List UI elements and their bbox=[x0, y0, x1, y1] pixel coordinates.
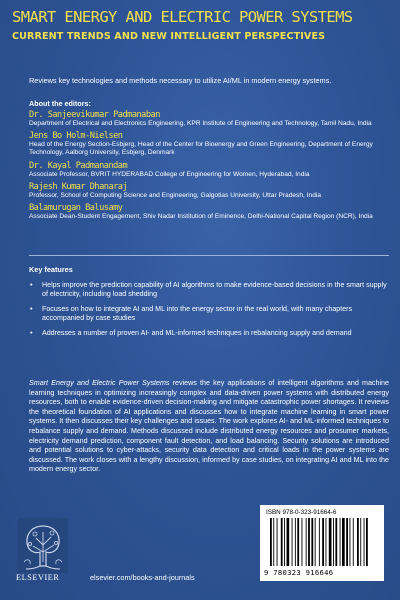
feature-text: Focuses on how to integrate AI and ML into the energy sector in the real world, with many chapters accompanied by case studies bbox=[42, 304, 353, 322]
editor-name: Dr. Sanjeevikumar Padmanaban bbox=[29, 110, 160, 120]
bullet-icon: • bbox=[30, 303, 33, 313]
book-title: SMART ENERGY AND ELECTRIC POWER SYSTEMS bbox=[12, 8, 353, 26]
editor-name: Jens Bo Holm-Nielsen bbox=[29, 131, 123, 142]
editor-affiliation: Associate Dean-Student Engagement, Shiv Nadar Institution of Eminence, Delhi-National Capital Region (NCR), India bbox=[29, 213, 373, 221]
editors-heading: About the editors: bbox=[29, 99, 91, 108]
publisher-name: ELSEVIER bbox=[16, 573, 60, 582]
editor-entry bbox=[29, 182, 391, 200]
isbn-barcode-box bbox=[260, 505, 384, 581]
isbn-text: ISBN 978-0-323-91664-6 bbox=[266, 509, 337, 516]
editor-entry bbox=[29, 131, 391, 157]
editor-affiliation: Professor, School of Computing Science and Engineering, Galgotias University, Uttar Pradesh, India bbox=[29, 191, 321, 199]
elsevier-tree-logo bbox=[18, 518, 68, 573]
description-lead: Smart Energy and Electric Power Systems bbox=[29, 379, 170, 387]
barcode-digits: 9 780323 916646 bbox=[264, 568, 334, 577]
summary-text: Reviews key technologies and methods necessary to utilize AI/ML in modern energy systems. bbox=[29, 76, 332, 85]
editor-entry bbox=[29, 161, 391, 179]
feature-item bbox=[29, 305, 389, 323]
feature-item bbox=[29, 329, 389, 338]
book-subtitle: CURRENT TRENDS AND NEW INTELLIGENT PERSPECTIVES bbox=[12, 31, 326, 42]
editors-list bbox=[29, 110, 391, 224]
key-features-list bbox=[29, 281, 389, 344]
editor-affiliation: Head of the Energy Section-Esbjerg, Head of the Center for Bioenergy and Green Engineering, Department of Energy Technology, Aalborg University, Esbjerg, Denmark bbox=[29, 141, 373, 157]
editor-affiliation: Associate Professor, BVRIT HYDERABAD College of Engineering for Women, Hyderabad, India bbox=[29, 170, 310, 178]
bullet-icon: • bbox=[30, 280, 33, 289]
editor-entry bbox=[29, 110, 391, 128]
publisher-url[interactable]: elsevier.com/books-and-journals bbox=[90, 573, 195, 582]
editor-entry bbox=[29, 203, 391, 221]
feature-text: Helps improve the prediction capability of AI algorithms to make evidence-based decisions in the smart supply of electricity, including load shedding bbox=[42, 281, 387, 298]
feature-text: Addresses a number of proven AI- and ML-informed techniques in rebalancing supply and demand bbox=[42, 328, 352, 337]
key-features-heading: Key features bbox=[29, 265, 73, 274]
feature-item bbox=[29, 281, 389, 299]
editor-name: Balamurugan Balusamy bbox=[29, 203, 123, 214]
barcode-icon bbox=[268, 518, 376, 568]
editor-name: Dr. Kayal Padmanandam bbox=[29, 160, 128, 171]
bullet-icon: • bbox=[30, 327, 33, 337]
editor-affiliation: Department of Electrical and Electronics Engineering, KPR Institute of Engineering and Technology, Tamil Nadu, India bbox=[29, 120, 372, 127]
description-body: reviews the key applications of intelligent algorithms and machine learning techniques in optimizing increasingly complex and data-driven power systems with distributed energy resources, both to enable evidence-driven decision-making and mitigate catastrophic power shortages. It reviews the theoretical foundation of AI applications and discusses how to integrate machine learning in smart power systems. It then discusses their key challenges and issues. The work explores AI- and ML-informed techniques to rebalance supply and demand. Methods discussed include distributed energy resources and prosumer markets, electricity demand prediction, component fault detection, and load balancing. Security solutions are introduced and potential solutions to cyber-attacks, security data detection and critical loads in the power systems are discussed. The work closes with a lengthy discussion, informed by case studies, on integrating AI and ML into the modern energy sector. bbox=[29, 379, 390, 474]
section-divider bbox=[29, 255, 389, 256]
editor-name: Rajesh Kumar Dhanaraj bbox=[29, 181, 128, 192]
book-description bbox=[29, 379, 389, 475]
